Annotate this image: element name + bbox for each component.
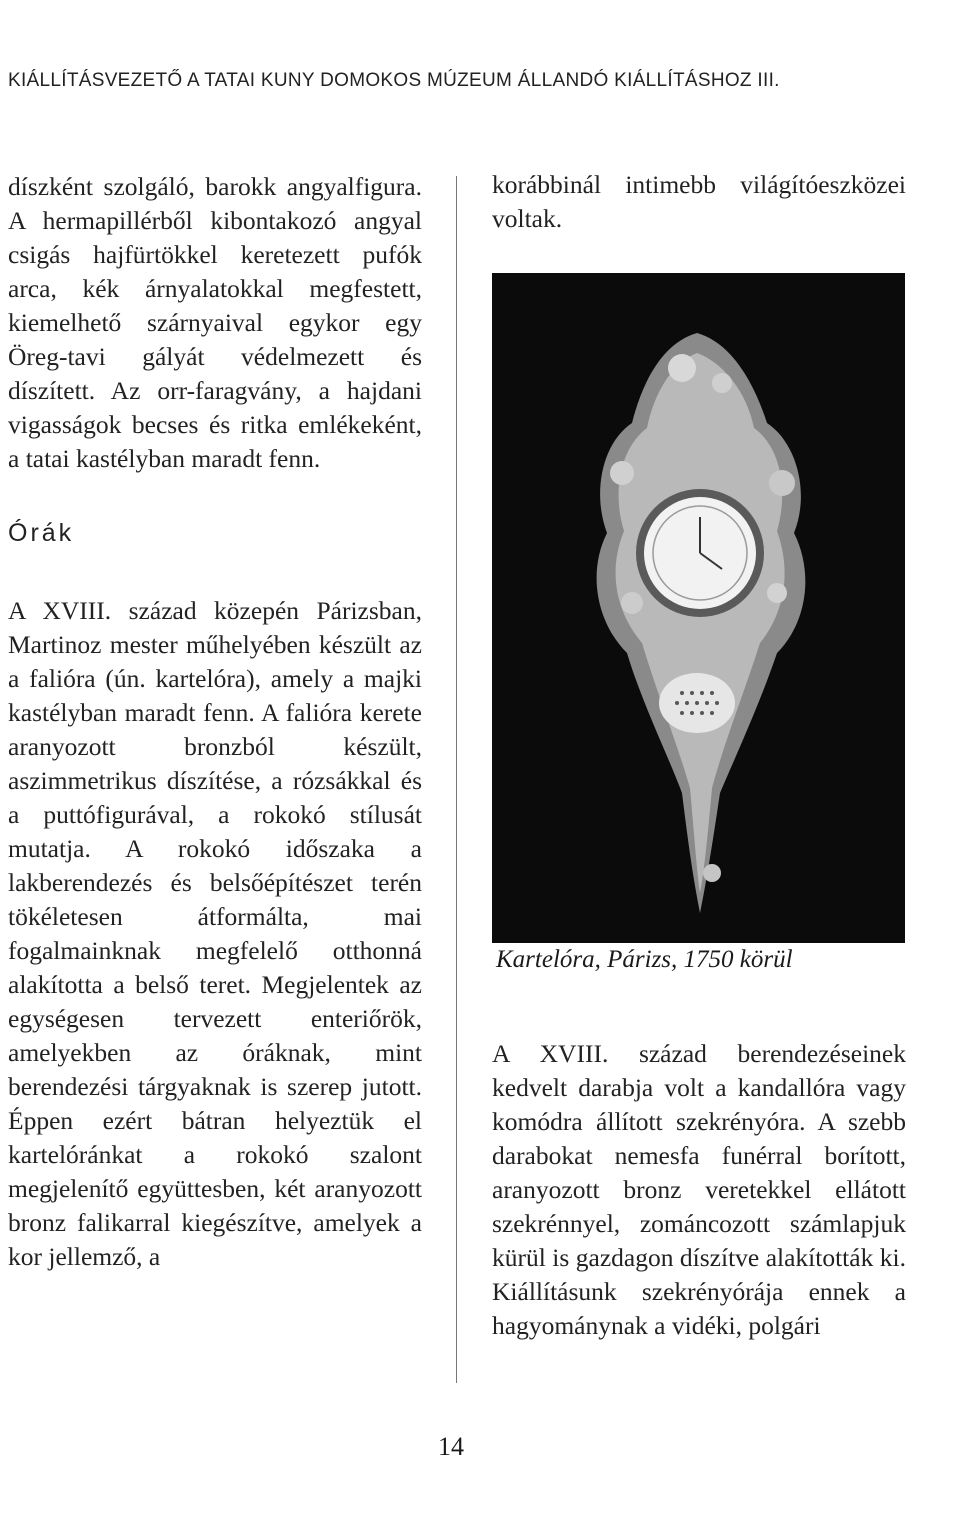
right-column-bottom <box>492 1037 906 1343</box>
running-header: KIÁLLÍTÁSVEZETŐ A TATAI KUNY DOMOKOS MÚZEUM ÁLLANDÓ KIÁLLÍTÁSHOZ III. <box>8 70 780 91</box>
photo-caption: Kartelóra, Párizs, 1750 körül <box>496 946 793 973</box>
left-column <box>8 170 422 1274</box>
clock-photograph <box>492 273 905 943</box>
page-number: 14 <box>438 1432 464 1461</box>
cartel-clock-image <box>492 273 905 943</box>
paragraph-lighting: korábbinál intimebb világítóeszközei voltak. <box>492 170 906 233</box>
column-divider <box>456 176 457 1383</box>
paragraph-angel: díszként szolgáló, barokk angyalfigura. A hermapillérből kibontakozó angyal csigás hajfürtökkel keretezett pufók arca, kék árnyalatokkal megfestett, kiemelhető szárnyaival egykor egy Öreg-tavi gályát védelmezett és díszített. Az orr-faragvány, a hajdani vigasságok becses és ritka emlékeként, a tatai kastélyban maradt fenn. <box>8 172 422 473</box>
paragraph-wall-clock: A XVIII. század közepén Párizsban, Martinoz mester műhelyében készült az a falióra (ún. kartelóra), amely a majki kastélyban maradt fenn. A falióra kerete aranyozott bronzból készült, aszimmetrikus díszítése, a rózsákkal és a puttófigurával, a rokokó stílusát mutatja. A rokokó időszaka a lakberendezés és belsőépítészet terén tökéletesen átformálta, mai fogalmainknak megfelelő otthonná alakította a belső teret. Megjelentek az egységesen tervezett enteriőrök, amelyekben az óráknak, mint berendezési tárgyaknak is szerep jutott. Éppen ezért bátran helyeztük el kartelóránkat a rokokó szalont megjelenítő együttesben, két aranyozott bronz falikarral kiegészítve, amelyek a kor jellemző, a <box>8 596 422 1271</box>
paragraph-mantel-clock: A XVIII. század berendezéseinek kedvelt darabja volt a kandallóra vagy komódra állított szekrényóra. A szebb darabokat nemesfa funérral borított, aranyozott bronz veretekkel ellátott szekrénnyel, zománcozott számlapjuk kürül is gazdagon díszítve alakították ki. Kiállításunk szekrényórája ennek a hagyománynak a vidéki, polgári <box>492 1039 906 1340</box>
right-column-top <box>492 168 906 236</box>
section-heading-clocks: Órák <box>8 519 75 547</box>
